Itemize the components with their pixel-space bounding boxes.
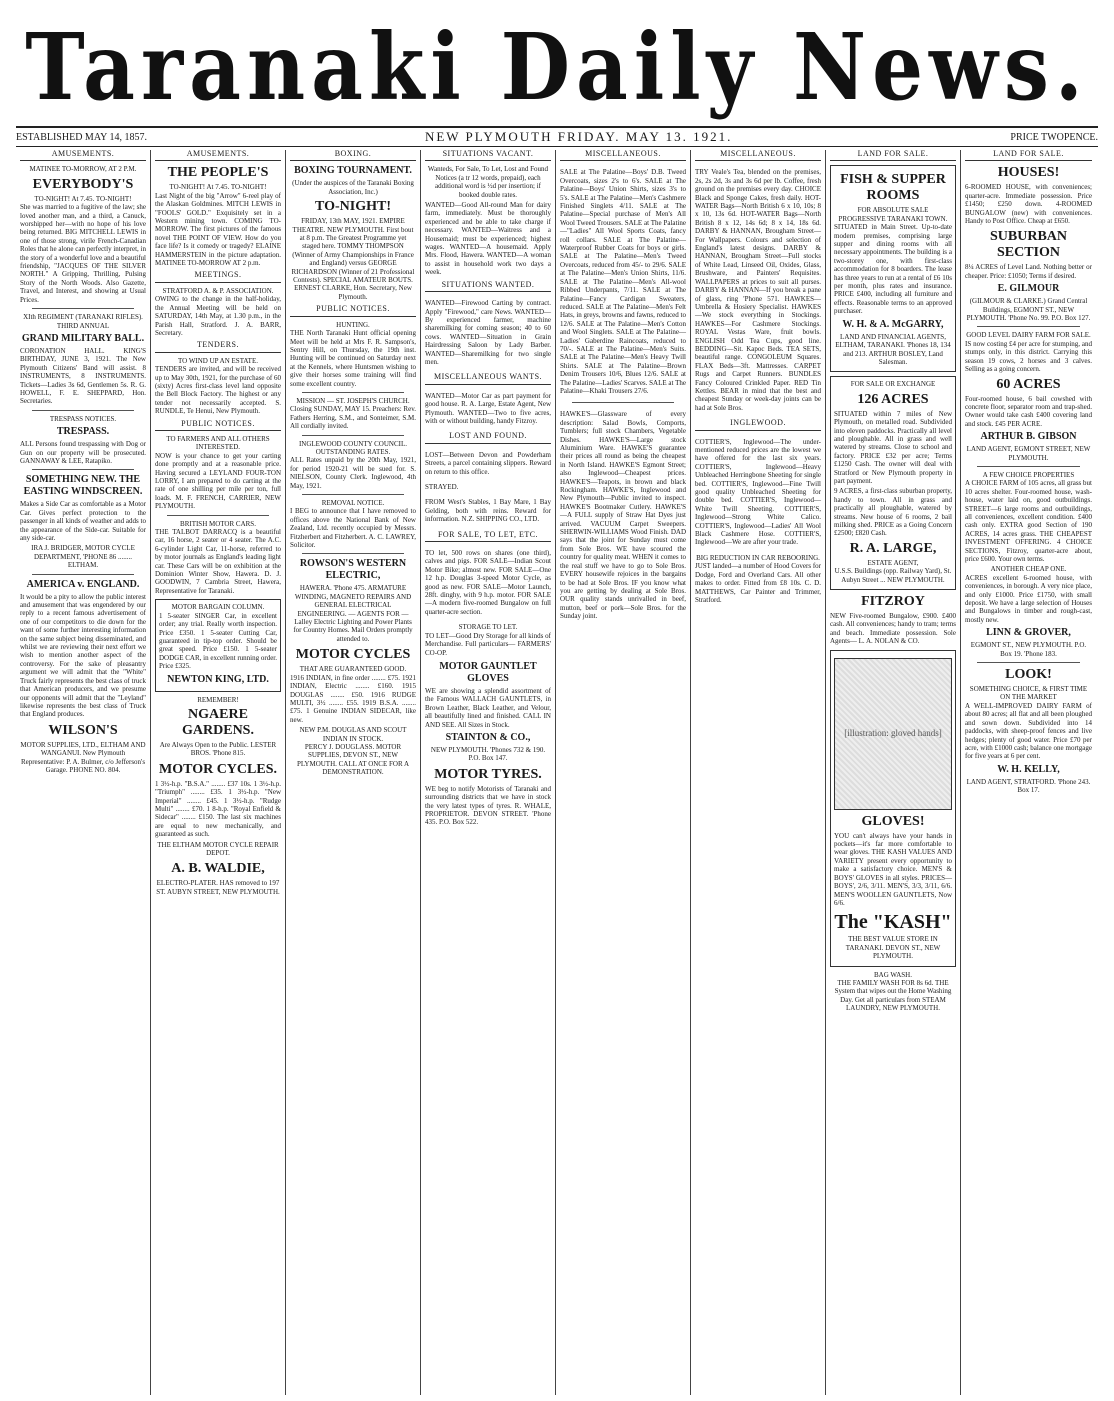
ad-title: GOOD LEVEL DAIRY FARM FOR SALE. [966,331,1091,340]
strayed-heading: STRAYED. [425,483,459,491]
ad-headline: 60 ACRES [996,376,1061,392]
ad-suburban-section [965,229,1092,322]
ad-body: TO LET—Good Dry Storage for all kinds of Merchandise. Full particulars— FARMERS' CO-OP. [425,631,551,657]
ad-subheading: THAT ARE GUARANTEED GOOD. [299,665,407,674]
column-8 [961,150,1096,1395]
ad-title: STORAGE TO LET. [458,623,518,632]
ad-signature: THE ELTHAM MOTOR CYCLE REPAIR DEPOT. [157,840,279,857]
section-heading: FOR SALE, TO LET, ETC. [425,531,551,542]
ad-storage [425,623,551,657]
divider [32,574,134,575]
divider [977,326,1080,327]
ad-subheading: (Under the auspices of the Taranaki Boxing Association, Inc.) [292,179,414,196]
column-heading: BOXING. [290,150,416,161]
ad-body: WE are showing a splendid assortment of the Famous WALLACH GAUNTLETS, in Brown Leather, Black Leather, and Velour, all beautifully lined and finished. CALL IN AND SEE. All Sizes in Stock. [425,686,551,729]
ad-trespass [20,415,146,466]
ad-hunting [290,321,416,388]
ad-agent: R. A. LARGE, [849,540,937,556]
ad-bag-wash [830,971,956,1013]
ad-ngaere-gardens [155,696,281,758]
ad-body: Closing SUNDAY, MAY 15. Preachers: Rev. Fathers Herring, S.M., and Sonteimer, S.M. All cordially invited. [290,405,416,431]
ad-subheading-2: PROGRESSIVE TARANAKI TOWN. [838,214,948,223]
ad-body: THE North Taranaki Hunt official opening Meet will be held at Mrs F. R. Sampson's, Sentry Hill, on Thursday, the 19th inst. Hunting will be continued on Saturday next at the Kennels, where Huntsmen wishing to give their horses some training will find some excellent country. [290,329,416,388]
column-5 [556,150,691,1395]
ad-title: TO FARMERS AND ALL OTHERS INTERESTED. [166,434,270,452]
ad-body: JUST landed—a number of Hood Covers for Dodge, Ford and Overland Cars. All other makes to order. Fitted from £8 10s. C. D. MATTHEWS, Car Painter and Trimmer, Stratford. [695,562,821,604]
ad-title: GRAND MILITARY BALL. [21,332,145,344]
section-heading: PUBLIC NOTICES. [290,305,416,316]
ad-title: MOTOR CYCLES. [159,761,277,777]
ad-title: BRITISH MOTOR CARS. [180,519,256,528]
divider [32,469,134,470]
ad-dairy-farm [965,331,1092,461]
ad-title: SUBURBAN SECTION [989,229,1067,261]
ad-body: A CHOICE FARM of 105 acres, all grass but 10 acres shelter. Four-roomed house, wash-house, water laid on, good outbuildings. STREET—6 large rooms and outbuildings, all conveniences, excellent condition. £400 cash only. EXTRA good Section of 190 ACRES, 14 acres grass. THE CHEAPEST INVESTMENT OFFERING. 4 CHOICE SECTIONS, Fitzroy, quarter-acre about, price £600. Your own terms. [965,479,1092,563]
ad-time: TO-NIGHT! At 7.45. TO-NIGHT! [169,183,267,192]
ad-body: 8¼ ACRES of Level Land. Nothing better or cheaper. Price: £1050; Terms if desired. [965,263,1092,280]
ad-126-acres [830,376,956,590]
ad-body: NOW is your chance to get your carting done promptly and at a reasonable price. Having secured a LEYLAND FOUR-TON LORRY, I am prepared to do carting at the rate of one shilling per mile per ton, full loads. M. F. FRENCH, CARRIER, NEW PLYMOUTH. [155,451,281,511]
ad-signature: NEWTON KING, LTD. [167,673,269,685]
ad-body: FRIDAY, 13th MAY, 1921. EMPIRE THEATRE. NEW PLYMOUTH. First bout at 8 p.m. The Greatest Programme yet staged here. TOMMY THOMPSON (Winner of Army Championships in France and England) versus GEORGE RICHARDSON (Winner of 21 Professional Contests). SPECIAL AMATEUR BOUTS. ERNEST CLARKE, Hon. Secretary, New Plymouth. [291,217,415,301]
ad-body: ELECTRO-PLATER. HAS removed to 197 ST. AUBYN STREET, NEW PLYMOUTH. [156,879,280,896]
divider [302,553,404,554]
ad-signature: IRA J. BRIDGER, MOTOR CYCLE DEPARTMENT, 'PHONE 86 ........ ELTHAM. [31,544,135,570]
ad-title: REMOVAL NOTICE. [321,499,385,507]
ad-title: MOTOR BARGAIN COLUMN. [171,603,265,612]
ad-gauntlet-gloves [425,661,551,763]
ad-headline: The "KASH" [834,911,952,934]
ad-contact: NEW PLYMOUTH. 'Phones 732 & 190. P.O. Box 147. [430,745,546,763]
ad-body: ALL Persons found trespassing with Dog or Gun on our property will be prosecuted. GANNAWAY & LEE, Ratapiko. [20,440,146,465]
ad-motor-tyres [425,767,551,827]
ad-title: TO WIND UP AN ESTATE. [177,356,258,365]
ad-title: A FEW CHOICE PROPERTIES [982,470,1075,479]
ad-title: EVERYBODY'S [32,176,134,192]
column-4 [421,150,556,1395]
ad-subheading: OUTSTANDING RATES. [315,447,391,456]
ad-title: WILSON'S [48,722,118,738]
ad-body: WANTED—Good All-round Man for dairy farm, immediately. Must be thoroughly experienced and be able to take charge if necessary. WANTED—Waitress and a Housemaid; must be experienced; highest wages. WANTED—A housemaid. Apply Mrs. Flood, Hawera. WANTED—A woman to assist in household work two days a week. [425,201,551,277]
ad-title: HUNTING. [336,320,370,329]
established: ESTABLISHED MAY 14, 1857. [16,131,147,143]
illustration-placeholder: [illustration: gloved hands] [844,728,942,739]
section-heading: TENDERS. [155,341,281,352]
ad-body-2: 9 ACRES, a first-class suburban property, handy to town. All in grass and practically all ploughable, watered by streams. New house of 6 rooms, 2 bail milking shed. PRICE as a Going Concern £2500; £820 Cash. [834,487,952,538]
ad-houses [965,165,1092,225]
ad-agent: W. H. & A. McGARRY, [842,318,944,330]
ad-fish-supper-rooms [830,165,956,372]
column-heading: LAND FOR SALE. [965,150,1092,161]
ad-title: HOUSES! [997,165,1060,181]
ad-subheading: THIRD ANNUAL [56,321,110,330]
ad-waldie [155,861,281,896]
column-3 [286,150,421,1395]
ad-removal [290,499,416,549]
gloves-illustration [834,658,952,810]
columns [16,150,1098,1395]
ad-body: YOU can't always have your hands in pockets—it's far more comfortable to wear gloves. THE KASH VALUES AND VARIETY present every opportunity to make a satisfactory choice. MEN'S & BOYS' GLOVES in all styles. PRICES— BOYS', 2/6, 3/11. MEN'S, 3/3, 3/11, 6/6. MEN'S WOOLLEN GAUNTLETS, Now 6/6. [834,831,952,907]
ad-title: STRATFORD A. & P. ASSOCIATION. [162,286,274,295]
ad-title: FITZROY [861,594,925,610]
ad-body: Are Always Open to the Public. LESTER BROS. 'Phone 815. [159,740,277,758]
section-heading: INGLEWOOD. [695,419,821,430]
ad-boxing [290,165,416,301]
ad-fitzroy [830,594,956,646]
ad-agent-sub: LAND AND FINANCIAL AGENTS, [840,332,946,341]
divider [302,392,404,393]
divider [32,410,134,411]
ad-title: THE PEOPLE'S [167,165,269,181]
ad-title: TRESPASS. [56,426,110,438]
ad-wilsons [20,723,146,775]
ad-body: Makes a Side Car as comfortable as a Motor Car. Gives perfect protection to the passenger in all kinds of weather and adds to the appearance of the Side-car. Suitable for any side-car. [20,500,146,542]
palatine-listings: SALE at The Palatine—Boys' D.B. Tweed Overcoats, sizes 2's to 6's. SALE at The Palatine—Boys' Union Shirts, sizes 3's to 5's. SALE at The Palatine—Men's Cashmere Finished Singlets 4/11. SALE at The Palatine—Special purchase of Men's All Wool Tweed Trousers. SALE at The Palatine—"Ladies" All Wool Sports Coats, fancy roll collars. SALE at The Palatine—Waterproof Rubber Coats for boys or girls. SALE at The Palatine—Men's Tweed Overcoats, reduced from 45/- to 29/6. SALE at The Palatine—Men's Union Shirts, 11/6. SALE at The Palatine—Men's All-wool Ribbed Underpants, 7/11. SALE at The Palatine—Fancy Cardigan Sweaters, reduced. SALE at The Palatine—Men's Felt Hats, in greys, browns and fawns, reduced to 12/6. SALE at The Palatine—Men's Cotton and Wool Singlets. SALE at The Palatine—Ladies' Gaberdine Raincoats, reduced to 70/-. SALE at The Palatine—Men's Suits. SALE at The Palatine—Men's Heavy Twill Shirts. SALE at The Palatine—Brown Denim Trousers 10/6, Blues 12/6. SALE at The Palatine—Ladies' Scarves. SALE at The Palatine—Khaki Trousers 27/6. [560,168,686,395]
ad-body: OWING to the change in the half-holiday, the Annual Meeting will be held on SATURDAY, 14th May, at 1.30 p.m., in the Parish Hall, Stratford. J. A. BARR, Secretary. [155,295,281,337]
ad-title: AMERICA v. ENGLAND. [26,578,140,590]
masthead-title: Taranaki Daily News. [25,12,1089,122]
place-date: NEW PLYMOUTH FRIDAY. MAY 13. 1921. [424,129,733,144]
ad-body: NEW Five-roomed Bungalow, £900. £400 cash. All conveniences; handy to tram; terms and beach. Immediate possession. Sole Agents— L. A. NOLAN & CO. [830,612,956,646]
ad-body: TENDERS are invited, and will be received up to May 30th, 1921, for the purchase of 60 (sixty) Acres first-class level land opposite the Bell Block Factory. The highest or any tender not necessarily accepted. S. RUNDLE, Te Henui, New Plymouth. [155,365,281,416]
ad-body: 1916 INDIAN, in fine order ........ £75. 1921 INDIAN, Electric ........ £160. 1915 DOUGLAS ........ £50. 1916 RUDGE MULTI, 3½ ........ £55. 1919 B.S.A. ........ £75. 1 Genuine INDIAN SIDECAR, like new. [290,673,416,724]
ad-body-2: ACRES excellent 6-roomed house, with conveniences, in borough. A very nice place, and only £1000. Price £1750, with small deposit. We have a large selection of Houses and Bungalows in timber and rough-cast, mostly new. [965,573,1092,624]
ad-agent: W. H. KELLY, [997,763,1060,775]
ad-contact: ELTHAM, TARANAKI. 'Phones 18, 134 and 213. ARTHUR BOSLEY, Land Salesman. [835,341,951,366]
ad-agent: LINN & GROVER, [986,627,1071,639]
column-heading: MISCELLANEOUS. [695,150,821,161]
ad-everybodys [20,165,146,304]
ad-contact: EGMONT ST., NEW PLYMOUTH. P.O. Box 19. 'Phone 183. [970,641,1087,658]
column-6 [691,150,826,1395]
divider [302,494,404,495]
ad-body: IS now costing £4 per acre for stumping, and stumps only, in this district. Carrying this season 19 cows, 2 horses and 3 calves. Selling as a going concern. [965,339,1092,374]
divider [977,662,1080,663]
ad-heading: TRESPASS NOTICES. [49,414,117,423]
ad-look [965,667,1092,794]
ad-title: MOTOR CYCLES [295,647,411,663]
column-heading: LAND FOR SALE. [830,150,956,161]
ad-body: A WELL-IMPROVED DAIRY FARM of about 80 acres; all flat and all been ploughed and sown down. Subdivided into 14 paddocks, with sheep-proof fences and live hedges; plenty of good water. Price £70 per acre, with £1000 cash; balance one mortgage for five years at 6 per cent. [965,701,1092,761]
ad-signature: STAINTON & CO., [445,731,531,743]
column-2 [151,150,286,1395]
ad-body: ALL Rates unpaid by the 20th May, 1921, for period 1920-21 will be sued for. S. NIELSON, County Clerk. Inglewood, 4th May, 1921. [290,456,416,490]
ad-title: SOMETHING NEW. THE EASTING WINDSCREEN. [23,474,143,498]
ad-body: I BEG to announce that I have removed to offices above the National Bank of New Zealand, Ltd. recently occupied by Messrs. Fitzherbert and Fitzherbert. A. C. LAWREY, Solicitor. [290,507,416,550]
ad-america-england [20,579,146,719]
ad-motor-bargain [155,599,281,691]
ad-signature: PERCY J. DOUGLASS. MOTOR SUPPLIES, DEVON ST., NEW PLYMOUTH. CALL AT ONCE FOR A DEMONSTRATION. [296,742,410,777]
ad-contact: LAND AGENT, STRATFORD. 'Phone 243. Box 17. [966,777,1091,795]
column-heading: AMUSEMENTS. [20,150,146,161]
divider [302,435,404,436]
ad-note: NEW P.M. DOUGLAS AND SCOUT INDIAN IN STOCK. [299,726,407,743]
column-1 [16,150,151,1395]
section-heading: SITUATIONS WANTED. [425,281,551,292]
ad-body: SITUATED within 7 miles of New Plymouth, on metalled road. Subdivided into eleven paddocks. Practically all level and ploughable. All in grass and well watered by streams. Close to school and factory. PRICE £32 per acre; Terms £1250 Cash. The owner will deal with Stratford or New Plymouth property in part payment. [834,409,952,485]
ad-gloves [830,650,956,967]
ad-headline: 126 ACRES [857,391,929,407]
column-7 [826,150,961,1395]
ad-subheading: REMEMBER! [197,695,239,704]
ad-contact: (GILMOUR & CLARKE.) Grand Central Buildings, EGMONT ST., NEW PLYMOUTH. 'Phone No. 99. P.O. Box 127. [966,297,1091,323]
ad-body: CORONATION HALL. KING'S BIRTHDAY, JUNE 3, 1921. The New Plymouth Citizens' Band will assist. 8 INSTRUMENTS, 8 INSTRUMENTS. Tickets—Ladies 3s 6d, Gentlemen 5s. R. G. HOWELL, F. E. SHEPPARD, Hon. Secretaries. [20,346,146,406]
price: PRICE TWOPENCE. [1010,131,1098,143]
ad-title: BIG REDUCTION IN CAR REBOORING. [696,553,820,562]
ad-british-motor-cars [155,520,281,596]
misc-listings: TRY Veale's Tea, blended on the premises, 2s, 2s 2d, 3s and 3s 6d per lb. Coffee, fresh ground on the premises every day. CHOICE Black and Sponge Cakes, fresh daily. HOT-WATER Bags—North British 6 x 10, 10s; 8 x 10, 13s 6d. HOT-WATER Bags—North British 8 x 12, 14s 6d; 8 x 14, 18s 6d. DARBY & HANNAN, Brougham Street—For Wallpapers. Colours and selection of England's latest designs. DARBY & HANNAN, Brougham Street—Full stocks of White Lead, Linseed Oil, Oxides, Glass, Brushware, and Painters' Requisites. WALLPAPERS at prices to suit all purses. DARBY & HANNAN—If you break a pane of glass, ring 'Phone 571. HAWKES—Umbrella & Hosiery Specialist. HAWKES—We stock everything in Stockings. HAWKES—For Cashmere Stockings. ROYAL Vestas Ware, fruit bowls. ENGLISH Odd Tea Cups, good line. BEDDING—Sit. Kapoc Beds. TEA SETS, beautiful range. CONGOLEUM Squares. FLAX Beds—3ft. Mattresses. CARPET Rugs and Carpet Runners. BUNDLES Fancy Coloured Crinkled Paper. RED Tin Kettles. BEAR in mind that the best and cheapest Sunday or week-day joints can be had at Sole Bros. [695,168,821,412]
ad-note: Wanteds, For Sale, To Let, Lost and Found Notices (a tr 12 words, prepaid), each additional word is ½d per insertion; if booked double rates. [427,165,549,199]
masthead [16,14,1098,120]
ad-title: MISSION — ST. JOSEPH'S CHURCH. [296,396,410,405]
hawkes-listings: HAWKE'S—Glassware of every description: Salad Bowls, Comports, Tumblers; full stock Chambers, Vegetable Dishes. HAWKE'S—Large stock Aluminium Ware. HAWKE'S guarantee their prices all round as being the cheapest in North Island. HAWKE'S Egmont Street; also Inglewood—Cheapest prices. HAWKE'S—Teapots, in brown and black Rockingham. HAWKE'S, Inglewood and New Plymouth—Public invited to inspect. HAWKE'S Bootmaker Cutlery. HAWKE'S—A FULL supply of Straw Hat Dyes just arrived. VACUUM Carpet Sweepers. SHERWIN-WILLIAMS Wood Finish. DAD says that the joint for Sunday must come from Sole Bros. WE have scoured the country for quality meat. WHEN it comes to the real stuff we have to go to Sole Bros. EVERY housewife rejoices in the bargains to be had at Sole Bros. IF you know what you are getting by dealing at Sole Bros. OUR quality stands unrivalled in beef, mutton, beef or pork—Sole Bros. for the Sunday joint. [560,410,686,621]
ad-body: HAWERA. 'Phone 475. ARMATURE WINDING, MAGNETO REPAIRS AND GENERAL ELECTRICAL ENGINEERING. — AGENTS FOR — Lalley Electric Lighting and Power Plants for Country Homes. Mail Orders promptly attended to. [293,584,413,643]
ad-situations-vacant [425,165,551,276]
ad-windscreen [20,474,146,569]
strayed-body: FROM West's Stables, 1 Bay Mare, 1 Bay Gelding, both with reins. Reward for information. N.Z. SHIPPING CO., LTD. [425,498,551,524]
dateline [16,126,1098,147]
lost-found-body: LOST—Between Devon and Powderham Streets, a parcel containing slippers. Reward on return to this office. [425,450,551,476]
ad-agent-sub: ESTATE AGENT, [867,558,919,567]
ad-subheading: FOR ABSOLUTE SALE [857,206,929,215]
for-sale-body: TO let, 500 rows on shares (one third), calves and pigs. FOR SALE—Indian Scout Motor Bike; almost new. FOR SALE—One 12 h.p. Douglas 3-speed Motor Cycle, as good as new. FOR SALE—Motor Launch, 28ft. dinghy, with 9 h.p. motor. FOR SALE—A modern five-roomed Bungalow on full quarter-acre section. [425,549,551,616]
section-heading: MISCELLANEOUS WANTS. [425,373,551,384]
ad-car-reboring [695,554,821,604]
ad-title: FOR SALE OR EXCHANGE [850,380,936,389]
ad-title: MOTOR TYRES. [434,766,542,782]
divider [977,466,1080,467]
ad-title: FISH & SUPPER ROOMS [840,172,946,204]
ad-title: LOOK! [1005,667,1052,683]
divider [167,515,269,516]
ad-stratford-ap [155,287,281,337]
ad-motor-cycles [155,762,281,858]
ad-title: BOXING TOURNAMENT. [294,165,412,177]
ad-choice-properties [965,471,1092,658]
ad-body: It would be a pity to allow the public interest and amusement that was engendered by our reply to a recent famous advertisement of one of our competitors to die down for the want of some further interesting information on the same subject being disseminated, and whilst we are reviewing their next effort we wish to mention another aspect of the controversy. For the sake of pleasantry argument we will admit that the "White" Truck fairly represents the best class of truck that American producers, and we presume our opponents will admit that the "Leyland" likewise represents the best class of Truck that England produces. [20,592,146,719]
divider [32,308,134,309]
ad-body-2: Four-roomed house, 6 bail cowshed with concrete floor, separator room and trap-shed. Owner would take cash £400 covering land and stock. £45 PER ACRE. [965,394,1092,428]
ad-military-ball [20,313,146,406]
ad-title: NGAERE GARDENS. [182,706,254,738]
ad-agent: E. GILMOUR [997,283,1060,295]
ad-body: WE beg to notify Motorists of Taranaki and surrounding districts that we have in stock the very latest types of tyres. R. WHALE, PROPRIETOR. DEVON STREET. 'Phone 435. P.O. Box 522. [425,784,551,827]
ad-heading: XIth REGIMENT (TARANAKI RIFLES). [23,313,143,322]
ad-body: 1 3½-h.p. "B.S.A." ........ £37 10s. 1 3½-h.p. "Triumph" ........ £35. 1 3½-h.p. "New Imperial" ........ £45. 1 3½-h.p. "Rudge Multi" ........ £70. 1 8-h.p. "Royal Enfield & Sidecar" ........ £150. The last six machines are equal to new mechanically, and guaranteed as such. [155,779,281,839]
column-heading: SITUATIONS VACANT. [425,150,551,161]
ad-body: THE FAMILY WASH FOR 8s 6d. THE System that wipes out the Home Washing Day. Get all particulars from STEAM LAUNDRY, NEW PLYMOUTH. [834,978,952,1013]
ad-title: ROWSON'S WESTERN ELECTRIC, [299,558,407,582]
ad-subheading: SOMETHING CHOICE, & FIRST TIME ON THE MARKET [969,685,1088,702]
section-heading: PUBLIC NOTICES. [155,420,281,431]
ad-motor-cycles-guaranteed [290,647,416,776]
column-heading: AMUSEMENTS. [155,150,281,161]
ad-contact: U.S.S. Buildings (opp. Railway Yard), St. Aubyn Street ... NEW PLYMOUTH. [834,567,952,584]
ad-wind-up-estate [155,357,281,416]
inglewood-listings: COTTIER'S, Inglewood—The under-mentioned reduced prices are the lowest we have offered for the last six years. COTTIER'S, Inglewood—Heavy Unbleached Herringbone Sheeting for single bed. COTTIER'S, Inglewood—Fine Twill good quality Unbleached Sheeting for double bed. COTTIER'S, Inglewood—White Twill Sheeting. COTTIER'S, Inglewood—Strong White Calico. COTTIER'S, Inglewood—Ladies' All Wool Black Cashmere Hose. COTTIER'S, Inglewood—We are after your trade. [695,437,821,547]
misc-wants-body: WANTED—Motor Car as part payment for good house. R. A. Large, Estate Agent, New Plymouth. WANTED—Two to five acres, with or without building, handy Fitzroy. [425,391,551,425]
ad-body: MOTOR SUPPLIES, LTD., ELTHAM AND WANGANUI. New Plymouth Representative: P. A. Bulmer, c/o Jefferson's Garage. PHONE NO. 804. [20,740,146,774]
ad-headline: TO-NIGHT! [315,199,391,215]
column-heading: MISCELLANEOUS. [560,150,686,161]
ad-rowsons [290,558,416,643]
situations-wanted-body: WANTED—Firewood Carting by contract. Apply "Firewood," care News. WANTED—By experienced farmer, machine sharemilking for coming season; 40 to 60 cows. WANTED—Situation in Grain Hairdressing Saloon by Lady Barber. WANTED—Sharemilking for two single men. [425,299,551,366]
ad-body: 1 5-seater SINGER Car, in excellent order; any trial. Really worth inspection. Price £350. 1 5-seater Cutting Car, guaranteed in tip-top order. Should be great speed. Price £150. 1 5-seater DODGE CAR, in excellent running order. Price £325. [159,611,278,671]
ad-county-council [290,440,416,490]
ad-title: GLOVES! [861,813,925,829]
divider [572,402,674,403]
ad-mission [290,397,416,431]
ad-contact: LAND AGENT, EGMONT STREET, NEW PLYMOUTH. [966,445,1091,462]
ad-title: A. B. WALDIE, [171,861,265,877]
ad-time: TO-NIGHT! At 7.45. TO-NIGHT! [34,194,132,203]
ad-body: THE TALBOT DARRACQ is a beautiful car, 16 horse, 2 seater or 4 seater. The A.C. 6-cylinder Light Car, 11-horse, referred to by motor journals as England's leading light car. These Cars will be on exhibition at the Dominion Winter Show, Hawera. D. J. GOODWIN, 7 Cambria Street, Hawera, Representative for Taranaki. [155,528,281,595]
ad-title: BAG WASH. [874,970,912,979]
ad-body: She was married to a fugitive of the law; she loved another man, and a third, a Canuck, worshipped her—with no hope of his love being returned. BIG MITCHELL LEWIS in one of those strong, virile French-Canadian Roles that he alone can perfectly interpret, in the story of a wonderful love and a beautiful friendship, "JACQUES OF THE SILVER NORTH." A Gripping, Thrilling, Pulsing Story of the North Woods. Also Gazette, Travel, and Interest, and showing at Usual Prices. [20,203,146,304]
ad-peoples [155,165,281,267]
ad-heading: MATINEE TO-MORROW, AT 2 P.M. [29,165,137,174]
ad-title: MOTOR GAUNTLET GLOVES [439,660,537,684]
ad-title: INGLEWOOD COUNTY COUNCIL. [298,439,408,448]
ad-farmers [155,435,281,511]
ad-subheading: ANOTHER CHEAP ONE. [990,565,1067,574]
ad-agent: ARTHUR B. GIBSON [980,431,1077,443]
ad-body: SITUATED in Main Street. Up-to-date modern premises, comprising large supper and dining rooms with all necessary appointments. The building is a two-storey one, with first-class accommodation for 8 boarders. The lease has three years to run at a rental of £6 10s per month, plus rates and insurance. PRICE £400, including all furniture and effects. Reasonable terms to an approved purchaser. [834,223,952,316]
ad-body: Last Night of the big "Arrow" 6-reel play of the Alaskan Goldmines. MITCH LEWIS in "FOOLS' GOLD." Exquisitely set in a Western mining town. COMING TO-MORROW. The first pictures of the famous novel THE POINT OF VIEW. How do you face life? Is it comedy or tragedy? ELAINE HAMMERSTEIN in the picture adaptation. MATINEE TO-MORROW AT 2 p.m. [155,191,281,268]
section-heading: LOST AND FOUND. [425,432,551,443]
ad-contact: THE BEST VALUE STORE IN TARANAKI. DEVON ST., NEW PLYMOUTH. [845,935,941,961]
ad-body: 6-ROOMED HOUSE, with conveniences; quarter-acre. Immediate possession. Price £1450; £250 down. 4-ROOMED BUNGALOW (new) with conveniences. Handy to Post Office. Cheap at £650. [965,183,1092,226]
section-heading: MEETINGS. [155,271,281,282]
